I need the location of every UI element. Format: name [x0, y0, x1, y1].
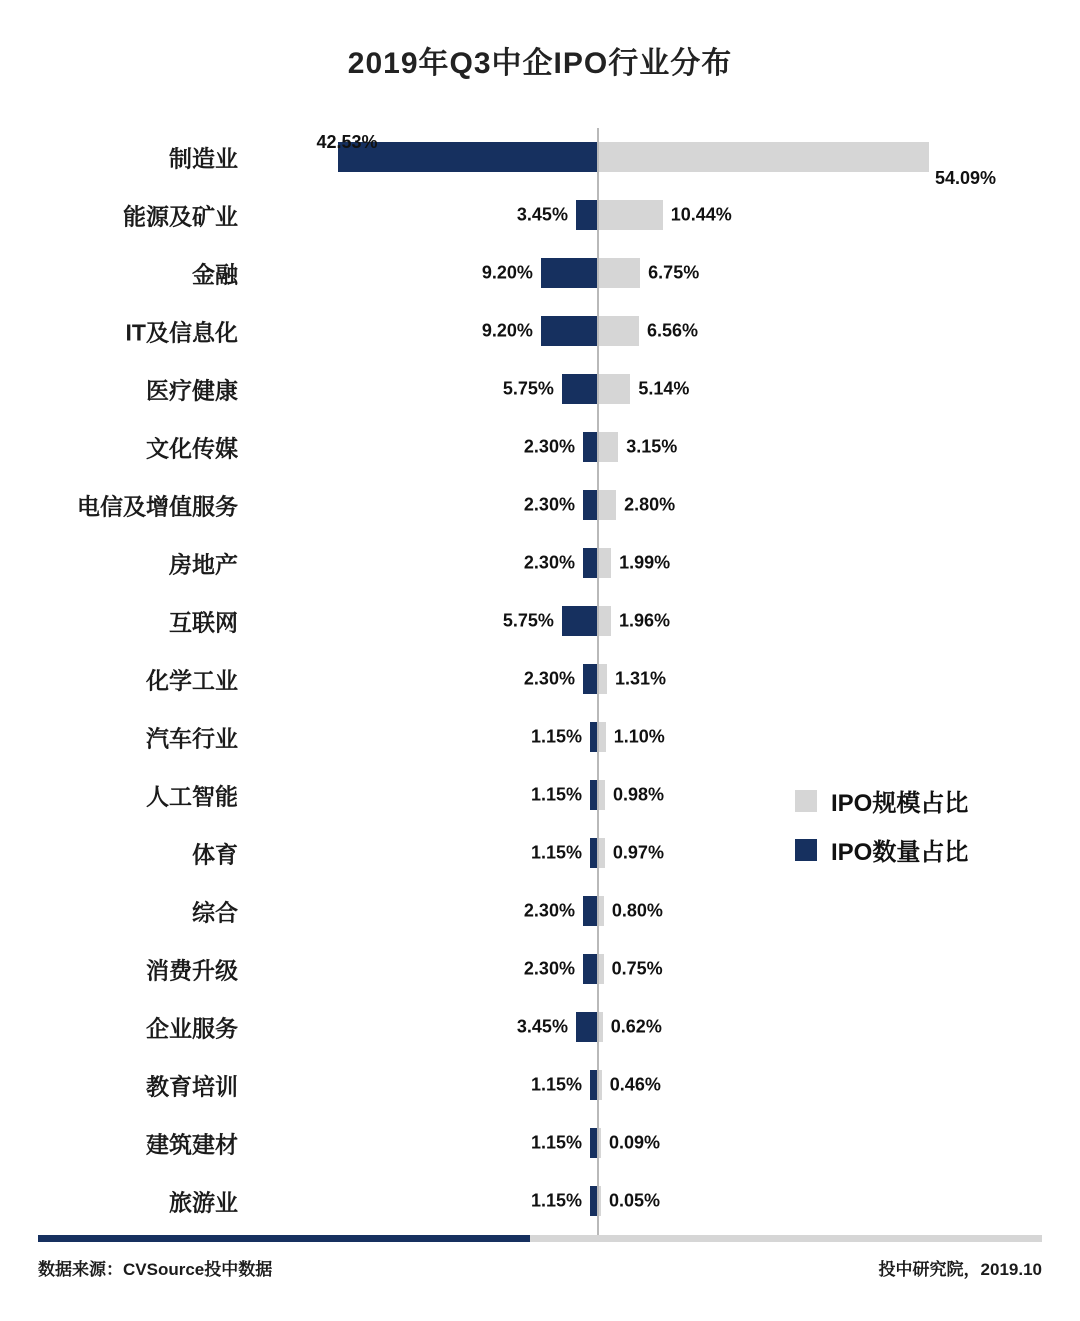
footer-rule-dark: [38, 1235, 530, 1242]
bar-ipo-count: [541, 258, 597, 288]
value-label-ipo-count: 5.75%: [502, 610, 554, 631]
value-label-ipo-scale: 6.75%: [648, 262, 700, 283]
value-label-ipo-count: 1.15%: [530, 1190, 582, 1211]
value-label-ipo-scale: 54.09%: [935, 168, 997, 188]
bar-ipo-scale: [599, 606, 611, 636]
bar-ipo-scale: [599, 722, 606, 752]
legend-item: [795, 783, 968, 818]
bar-ipo-scale: [599, 548, 611, 578]
category-label: 互联网: [169, 609, 238, 636]
bar-ipo-scale: [599, 374, 630, 404]
value-label-ipo-scale: 10.44%: [670, 204, 732, 225]
value-label-ipo-count: 1.15%: [530, 784, 582, 805]
chart-row: [0, 882, 1080, 940]
bar-ipo-count: [583, 432, 597, 462]
chart-row: [0, 476, 1080, 534]
category-label: 企业服务: [146, 1015, 238, 1042]
category-label: 能源及矿业: [123, 203, 238, 230]
legend-swatch-icon: [795, 839, 817, 861]
bar-ipo-count: [583, 664, 597, 694]
bar-ipo-scale: [599, 1186, 601, 1216]
value-label-ipo-count: 5.75%: [502, 378, 554, 399]
category-label: 体育: [192, 841, 238, 868]
value-label-ipo-count: 2.30%: [523, 668, 575, 689]
bar-ipo-scale: [599, 200, 663, 230]
chart-plot-area: [0, 128, 1080, 1230]
value-label-ipo-scale: 0.05%: [609, 1190, 661, 1211]
value-label-ipo-scale: 0.46%: [609, 1074, 661, 1095]
value-label-ipo-scale: 0.97%: [612, 842, 664, 863]
value-label-ipo-count: 1.15%: [530, 842, 582, 863]
value-label-ipo-count: 1.15%: [530, 1132, 582, 1153]
value-label-ipo-scale: 3.15%: [626, 436, 678, 457]
bar-ipo-count: [576, 1012, 597, 1042]
value-label-ipo-count: 3.45%: [516, 1016, 568, 1037]
value-label-ipo-scale: 2.80%: [624, 494, 676, 515]
value-label-ipo-scale: 1.99%: [619, 552, 671, 573]
category-label: 人工智能: [146, 783, 238, 810]
chart-row: [0, 940, 1080, 998]
value-label-ipo-count: 2.30%: [523, 900, 575, 921]
value-label-ipo-scale: 0.09%: [609, 1132, 661, 1153]
category-label: 旅游业: [169, 1189, 238, 1216]
value-label-ipo-scale: 0.62%: [610, 1016, 662, 1037]
value-label-ipo-scale: 1.31%: [614, 668, 667, 689]
bar-ipo-count: [583, 896, 597, 926]
category-label: 消费升级: [146, 957, 238, 984]
chart-title: 2019年Q3中企IPO行业分布: [347, 47, 733, 80]
bar-ipo-count: [590, 1186, 597, 1216]
bar-ipo-count: [590, 1128, 597, 1158]
bar-ipo-scale: [599, 838, 605, 868]
bar-ipo-scale: [599, 1012, 603, 1042]
chart-row: [0, 998, 1080, 1056]
chart-row: [0, 534, 1080, 592]
value-label-ipo-count: 1.15%: [530, 1074, 582, 1095]
legend-item: [795, 832, 968, 867]
category-label: IT及信息化: [125, 319, 238, 346]
value-label-ipo-count: 42.53%: [316, 132, 378, 152]
value-label-ipo-scale: 0.98%: [612, 784, 665, 805]
category-label: 医疗健康: [146, 377, 238, 404]
bar-ipo-scale: [599, 954, 604, 984]
value-label-ipo-count: 1.15%: [530, 726, 582, 747]
chart-footer: [0, 1229, 1080, 1321]
value-label-ipo-count: 2.30%: [523, 436, 575, 457]
category-label: 化学工业: [146, 667, 238, 694]
legend-label: IPO数量占比: [831, 839, 969, 866]
bar-ipo-count: [583, 490, 597, 520]
value-label-ipo-scale: 1.96%: [618, 610, 670, 631]
bar-ipo-scale: [599, 780, 605, 810]
bar-ipo-scale: [599, 316, 639, 346]
chart-row: [0, 1114, 1080, 1172]
bar-ipo-scale: [599, 1128, 601, 1158]
category-label: 电信及增值服务: [77, 493, 238, 520]
chart-row: [0, 186, 1080, 244]
bar-ipo-count: [541, 316, 597, 346]
value-label-ipo-count: 2.30%: [523, 494, 575, 515]
category-label: 制造业: [169, 145, 238, 172]
legend-label: IPO规模占比: [831, 790, 969, 817]
chart-row: [0, 418, 1080, 476]
bar-ipo-scale: [599, 432, 618, 462]
value-label-ipo-scale: 6.56%: [647, 320, 699, 341]
category-label: 教育培训: [146, 1073, 238, 1100]
category-label: 金融: [192, 261, 238, 288]
chart-row: [0, 360, 1080, 418]
category-label: 文化传媒: [146, 435, 238, 462]
bar-ipo-scale: [599, 258, 640, 288]
value-label-ipo-scale: 5.14%: [638, 378, 690, 399]
bar-ipo-count: [590, 838, 597, 868]
value-label-ipo-scale: 0.80%: [611, 900, 663, 921]
bar-ipo-count: [562, 374, 597, 404]
value-label-ipo-count: 3.45%: [516, 204, 568, 225]
value-label-ipo-count: 2.30%: [523, 958, 575, 979]
footer-credit: 投中研究院，2019.10: [878, 1260, 1042, 1279]
value-label-ipo-count: 9.20%: [481, 262, 533, 283]
chart-row: [0, 592, 1080, 650]
bar-ipo-scale: [599, 896, 604, 926]
chart-row: [0, 650, 1080, 708]
chart-legend: [795, 783, 968, 881]
category-label: 建筑建材: [146, 1131, 238, 1158]
bar-ipo-count: [583, 954, 597, 984]
bar-ipo-scale: [599, 490, 616, 520]
chart-rows: [0, 128, 1080, 1230]
footer-rule-light: [530, 1235, 1042, 1242]
value-label-ipo-count: 9.20%: [481, 320, 533, 341]
bar-ipo-scale: [599, 1070, 602, 1100]
chart-row: [0, 1056, 1080, 1114]
footer-source: 数据来源：CVSource投中数据: [38, 1260, 273, 1279]
chart-row: [0, 708, 1080, 766]
bar-ipo-count: [583, 548, 597, 578]
bar-ipo-count: [562, 606, 597, 636]
bar-ipo-count: [590, 780, 597, 810]
bar-ipo-scale: [599, 142, 929, 172]
chart-row: [0, 302, 1080, 360]
category-label: 房地产: [169, 551, 238, 578]
bar-ipo-scale: [599, 664, 607, 694]
value-label-ipo-scale: 0.75%: [611, 958, 663, 979]
bar-ipo-count: [590, 1070, 597, 1100]
bar-ipo-count: [576, 200, 597, 230]
bar-ipo-count: [590, 722, 597, 752]
value-label-ipo-scale: 1.10%: [613, 726, 665, 747]
chart-row: [0, 244, 1080, 302]
category-label: 汽车行业: [146, 725, 238, 752]
value-label-ipo-count: 2.30%: [523, 552, 575, 573]
category-label: 综合: [192, 899, 238, 926]
chart-row: [0, 128, 1080, 186]
chart-row: [0, 1172, 1080, 1230]
legend-swatch-icon: [795, 790, 817, 812]
footer-rule: [38, 1235, 1042, 1242]
